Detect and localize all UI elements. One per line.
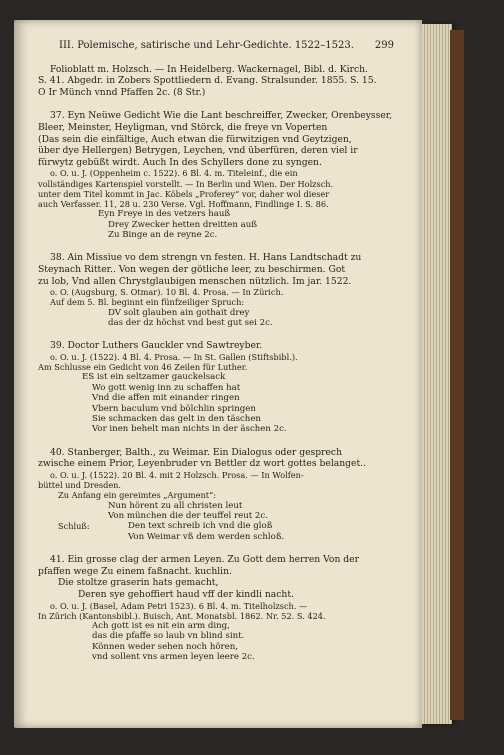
verse-line: Können weder sehen noch hören, xyxy=(92,641,238,652)
header-title: III. Polemische, satirische und Lehr-Gedichte. 1522–1523. xyxy=(59,40,354,51)
entry-line: 38. Ain Missiue vo dem strengn vn festen. H. Hans Landtschadt zu xyxy=(50,252,362,264)
entry-line: 41. Ein grosse clag der armen Leyen. Zu Gott dem herren Von der xyxy=(50,554,360,566)
verse-line: das die pfaffe so laub vn blind sint. xyxy=(92,631,245,642)
entry-line: 37. Eyn Neüwe Gedicht Wie die Lant beschreiffer, Zwecker, Orenbeysser, xyxy=(50,110,393,122)
bibliographic-note: vollständiges Kartenspiel vorstellt. — In Berlin und Wien. Der Holzsch. xyxy=(38,178,334,189)
verse-line: Drey Zwecker hetten dreitten auß xyxy=(108,219,258,230)
entry-line: zwische einem Prior, Leyenbruder vn Bettler dz wort gottes belanget.. xyxy=(38,458,367,470)
entry-line: Steynach Ritter.. Von wegen der götliche leer, zu beschirmen. Got xyxy=(38,263,346,275)
verse-line: vnd sollent vns armen leyen leere 2c. xyxy=(92,652,255,663)
verse-line: Wo gott wenig inn zu schaffen hat xyxy=(92,382,241,393)
running-header xyxy=(38,40,394,52)
verse-line: Nun hörent zu all christen leut xyxy=(108,500,243,511)
verse-line: Von münchen die der teuffel reut 2c. xyxy=(108,511,268,522)
verse-line: Eyn Freye in des vetzers hauß xyxy=(98,209,231,220)
verse-line: das der dz höchst vnd best gut sei 2c. xyxy=(108,317,273,328)
intro-line: O Ir Münch vnnd Pfaffen 2c. (8 Str.) xyxy=(38,86,206,98)
bibliographic-note: büttel und Dresden. xyxy=(38,480,122,491)
intro-line: Folioblatt m. Holzsch. — In Heidelberg. Wackernagel, Bibl. d. Kirch. xyxy=(50,63,368,75)
entry-38 xyxy=(38,252,394,328)
verse-line: Die stoltze graserin hats gemacht, xyxy=(58,577,219,589)
verse-line: ES ist ein seltzamer gauckelsack xyxy=(82,372,226,383)
verse-line: Sie schmacken das gelt in den täschen xyxy=(92,414,261,424)
bibliographic-note: o. O. u. J. (Basel, Adam Petri 1523). 6 Bl. 4. m. Titelholzsch. — xyxy=(50,600,308,611)
verse-line: Vnd die affen mit einander ringen xyxy=(92,393,240,404)
bibliographic-note: Am Schlusse ein Gedicht von 46 Zeilen für Luther. xyxy=(38,362,248,373)
page-edges xyxy=(422,24,452,724)
bibliographic-note: o. O. u. J. (Oppenheim c. 1522). 6 Bl. 4. m. Titeleinf., die ein xyxy=(50,168,298,179)
verse-line: Zu Binge an de reyne 2c. xyxy=(108,229,218,240)
entry-line: 39. Doctor Luthers Gauckler vnd Sawtreyber. xyxy=(50,340,263,352)
verse-line: Den text schreib ich vnd die gloß xyxy=(128,521,273,532)
verse-line: DV solt glauben ain gothait drey xyxy=(108,307,250,318)
schluss-label: Schluß: xyxy=(58,521,90,532)
intro-line: S. 41. Abgedr. in Zobers Spottliedern d. Evang. Stralsunder. 1855. S. 15. xyxy=(38,75,377,87)
verse-line: Deren sye gehoffiert haud vff der kindli nacht. xyxy=(78,589,294,601)
entry-line: Bleer, Meinster, Heyligman, vnd Störck, die freye vn Voperten xyxy=(38,121,328,133)
bibliographic-note: Auf dem 5. Bl. beginnt ein fünfzeiliger Spruch: xyxy=(50,297,245,308)
page-content xyxy=(38,40,394,663)
verse-line: Von Weimar vß dem werden schloß. xyxy=(128,531,285,542)
bibliographic-note: In Zürich (Kantonsbibl.). Buisch, Ant. Monatsbl. 1862. Nr. 52. S. 424. xyxy=(38,610,326,621)
page-number: 299 xyxy=(374,40,394,51)
entry-line: (Das sein die einfältige, Auch etwan die fürwitzigen vnd Geytzigen, xyxy=(38,133,352,145)
argument-label: Zu Anfang ein gereimtes „Argument“: xyxy=(58,490,216,501)
verse-line: Vbern baculum vnd bölchlin springen xyxy=(92,403,256,414)
entry-line: pfaffen wege Zu einem faßnacht. kuchlin. xyxy=(38,565,232,577)
schluss-block xyxy=(38,521,394,542)
entry-39 xyxy=(38,340,394,434)
entry-37 xyxy=(38,110,394,240)
bibliographic-note: o. O. u. J. (1522). 20 Bl. 4. mit 2 Holzsch. Prosa. — In Wolfen- xyxy=(50,470,304,480)
bibliographic-note: o. O. u. J. (1522). 4 Bl. 4. Prosa. — In St. Gallen (Stiftsbibl.). xyxy=(50,351,298,362)
verse-line: Ach gott ist es nit ein arm ding, xyxy=(92,621,230,632)
intro-block xyxy=(38,64,394,99)
entry-line: über dye Hellergen) Betrygen, Leychen, vnd überfüren, deren viel ir xyxy=(38,145,358,157)
entry-41 xyxy=(38,554,394,662)
bibliographic-note: auch Verfasser. 11, 28 u. 230 Verse. Vgl. Hoffmann, Findlinge I. S. 86. xyxy=(38,198,329,209)
cover-board xyxy=(450,30,464,720)
bibliographic-note: unter dem Titel kommt in Jac. Köbels „Proferey“ vor, daher wol dieser xyxy=(38,188,330,199)
entry-line: zu lob, Vnd allen Chrystglaubigen menschen nützlich. Im jar. 1522. xyxy=(38,275,352,287)
entry-40 xyxy=(38,447,394,542)
verse-line: Vor inen behelt man nichts in der äschen 2c. xyxy=(92,424,287,435)
entry-line: fürwytz gebüßt wirdt. Auch In des Schyllers done zu syngen. xyxy=(38,156,322,168)
entry-line: 40. Stanberger, Balth., zu Weimar. Ein Dialogus oder gesprech xyxy=(50,446,342,458)
bibliographic-note: o. O. (Augsburg, S. Otmar). 10 Bl. 4. Prosa. — In Zürich. xyxy=(50,287,284,298)
